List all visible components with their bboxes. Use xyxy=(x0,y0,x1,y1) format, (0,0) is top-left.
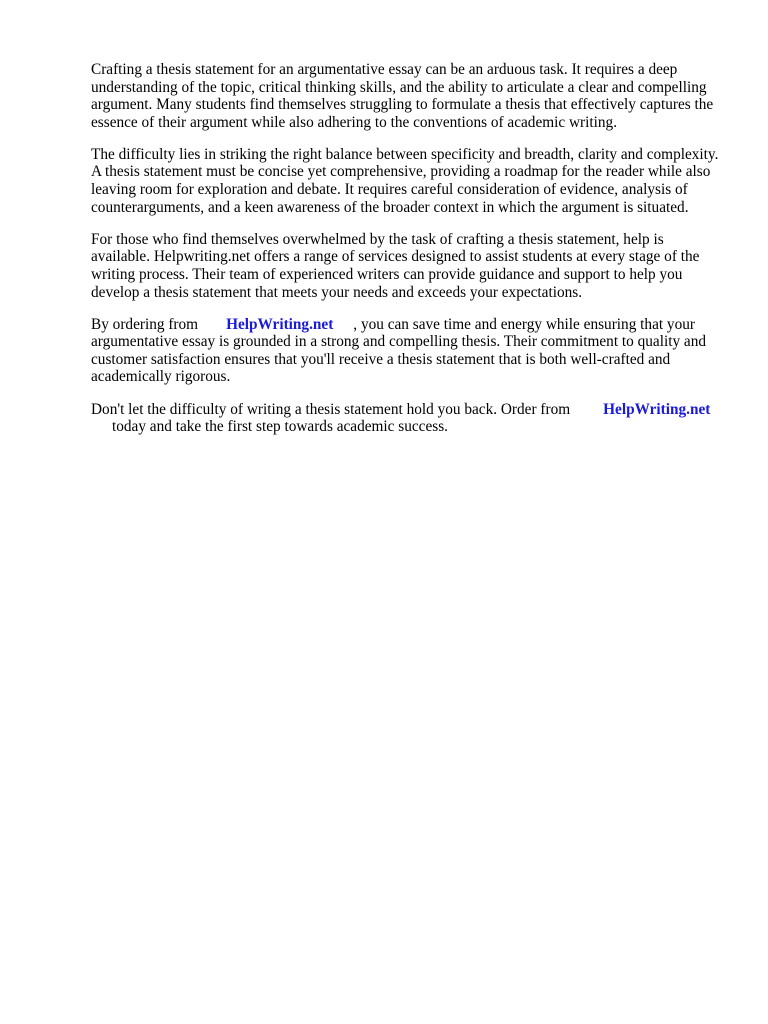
paragraph-difficulty: The difficulty lies in striking the right balance between specificity and breadth, clarity and complexity. A thesis statement must be concise yet comprehensive, providing a roadmap for the reader while also leaving room for exploration and debate. It requires careful consideration of evidence, analysis of counterarguments, and a keen awareness of the broader context in which the argument is situated. xyxy=(91,145,719,216)
paragraph-help-available: For those who find themselves overwhelmed by the task of crafting a thesis statement, help is available. Helpwriting.net offers a range of services designed to assist students at every stage of the writing process. Their team of experienced writers can provide guidance and support to help you develop a thesis statement that meets your needs and exceeds your expectations. xyxy=(91,230,700,301)
ordering-lead-text: By ordering from xyxy=(91,315,199,333)
paragraph-intro: Crafting a thesis statement for an argumentative essay can be an arduous task. It requires a deep understanding of the topic, critical thinking skills, and the ability to articulate a clear and compelling argument. Many students find themselves struggling to formulate a thesis that effectively captures the essence of their argument while also adhering to the conventions of academic writing. xyxy=(91,61,714,131)
cta-tail-text: today and take the first step towards academic success. xyxy=(112,418,448,436)
ordering-tail-text: , you can save time and energy while ensuring that your argumentative essay is grounded in a strong and compelling thesis. Their commitment to quality and customer satisfaction ensures that you'll receive a thesis statement that is both well-crafted and academically rigorous. xyxy=(91,315,707,386)
helpwriting-link-2[interactable]: HelpWriting.net xyxy=(603,400,711,418)
cta-lead-text: Don't let the difficulty of writing a thesis statement hold you back. Order from xyxy=(91,400,571,418)
paragraph-call-to-action xyxy=(91,401,723,436)
paragraph-ordering xyxy=(91,316,723,386)
document-body xyxy=(91,61,723,450)
helpwriting-link-1[interactable]: HelpWriting.net xyxy=(226,315,334,333)
